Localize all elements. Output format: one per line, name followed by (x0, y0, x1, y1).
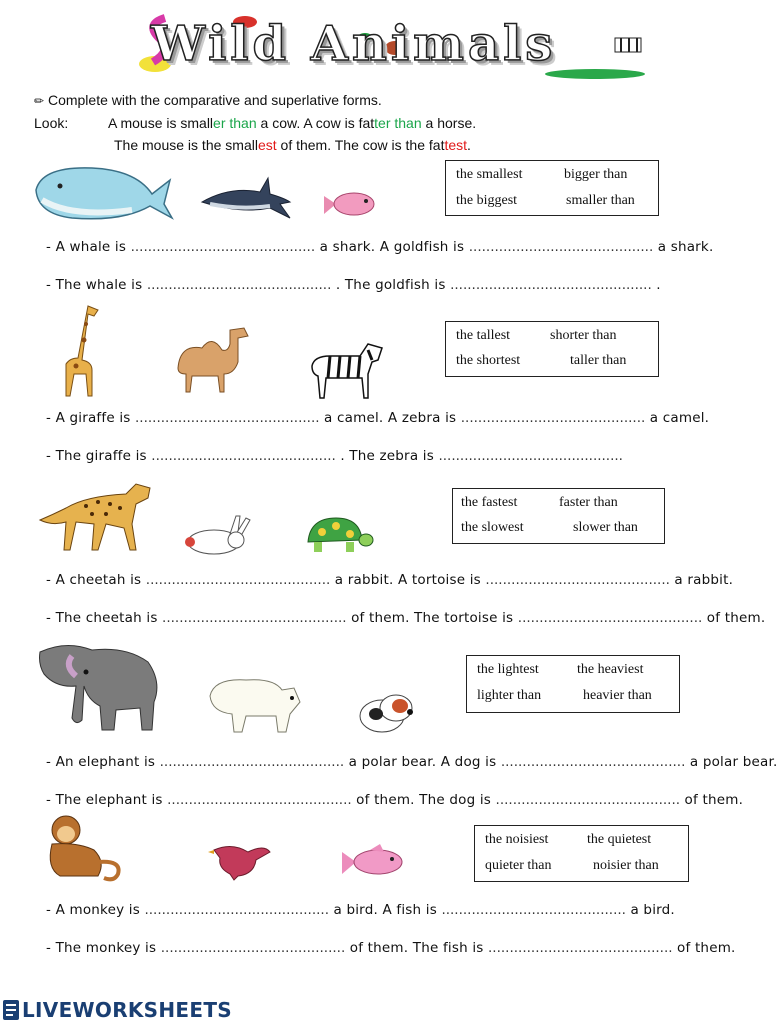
camel-icon (168, 322, 254, 396)
tortoise-icon (300, 512, 374, 556)
exercise-sentence-3: - A giraffe is ........................................... a camel. A zebra is ........................................... a camel. (46, 410, 710, 426)
exercise-sentence-7: - An elephant is ........................................... a polar bear. A dog is ........................................... a polar bear. (46, 754, 777, 770)
answer-blank[interactable]: ........................................... (495, 792, 681, 808)
footer-brand-text: LIVEWORKSHEETS (22, 998, 233, 1022)
bird-icon (208, 838, 274, 882)
title-banner (135, 8, 655, 80)
answer-blank[interactable]: ........................................... (160, 940, 346, 956)
elephant-icon (36, 642, 166, 734)
cheetah-icon (36, 474, 154, 554)
answer-blank[interactable]: ........................................... (135, 410, 320, 426)
footer-logo[interactable] (0, 996, 240, 1024)
example-sentence-1: A mouse is smaller than a cow. A cow is fatter than a horse. (108, 115, 477, 131)
pencil-icon: ✏ (34, 94, 45, 108)
answer-blank[interactable]: ........................................... (145, 572, 331, 588)
answer-blank[interactable]: ........................................... (144, 902, 329, 918)
goldfish-icon (322, 188, 376, 220)
rabbit-icon (180, 512, 254, 556)
page-title: Wild Animals (151, 16, 557, 72)
zebra-icon (306, 340, 386, 402)
answer-blank[interactable]: ............................................... (450, 277, 652, 293)
answer-blank[interactable]: ........................................... (488, 940, 673, 956)
polar-bear-icon (206, 672, 302, 736)
answer-blank[interactable]: ........................................... (485, 572, 670, 588)
liveworksheets-logo-icon (2, 999, 22, 1021)
answer-blank[interactable]: ........................................... (130, 239, 316, 255)
exercise-sentence-9: - A monkey is ........................................... a bird. A fish is ........................................... a bird. (46, 902, 675, 918)
answer-blank[interactable]: ........................................... (500, 754, 686, 770)
word-box-weight: the lightest the heaviest lighter than heavier than (466, 655, 680, 713)
dog-icon (352, 684, 420, 736)
word-box-size: the smallest bigger than the biggest smaller than (445, 160, 659, 216)
exercise-sentence-2: - The whale is ........................................... . The goldfish is ............................................... . (46, 277, 661, 293)
answer-blank[interactable]: ........................................... (441, 902, 626, 918)
answer-blank[interactable]: ........................................... (151, 448, 336, 464)
word-box-noise: the noisiest the quietest quieter than noisier than (474, 825, 689, 882)
example-sentence-2: The mouse is the smallest of them. The cow is the fattest. (114, 137, 471, 153)
giraffe-icon (52, 300, 104, 400)
instruction-line (34, 92, 382, 108)
word-box-speed: the fastest faster than the slowest slower than (452, 488, 665, 544)
exercise-sentence-1: - A whale is ........................................... a shark. A goldfish is ........................................... a shark. (46, 239, 714, 255)
answer-blank[interactable]: ........................................... (468, 239, 654, 255)
answer-blank[interactable]: ........................................... (438, 448, 623, 464)
answer-blank[interactable]: ........................................... (162, 610, 347, 626)
fish-icon (340, 842, 406, 884)
answer-blank[interactable]: ........................................... (517, 610, 703, 626)
answer-blank[interactable]: ........................................... (159, 754, 345, 770)
whale-icon (32, 160, 174, 224)
answer-blank[interactable]: ........................................... (460, 410, 646, 426)
answer-blank[interactable]: ........................................... (167, 792, 352, 808)
exercise-sentence-10: - The monkey is ........................................... of them. The fish is ........................................... of them. (46, 940, 736, 956)
answer-blank[interactable]: ........................................... (146, 277, 332, 293)
look-label: Look: (34, 115, 69, 131)
exercise-sentence-5: - A cheetah is ........................................... a rabbit. A tortoise is ........................................... a rabbit. (46, 572, 734, 588)
monkey-icon (38, 812, 124, 882)
exercise-sentence-6: - The cheetah is ........................................... of them. The tortoise is ........................................... of them. (46, 610, 766, 626)
exercise-sentence-4: - The giraffe is ........................................... . The zebra is ........................................... (46, 448, 623, 464)
word-box-height: the tallest shorter than the shortest taller than (445, 321, 659, 377)
exercise-sentence-8: - The elephant is ........................................... of them. The dog is ........................................... of them. (46, 792, 744, 808)
shark-icon (200, 172, 292, 224)
instruction-text: Complete with the comparative and superlative forms. (47, 92, 382, 108)
